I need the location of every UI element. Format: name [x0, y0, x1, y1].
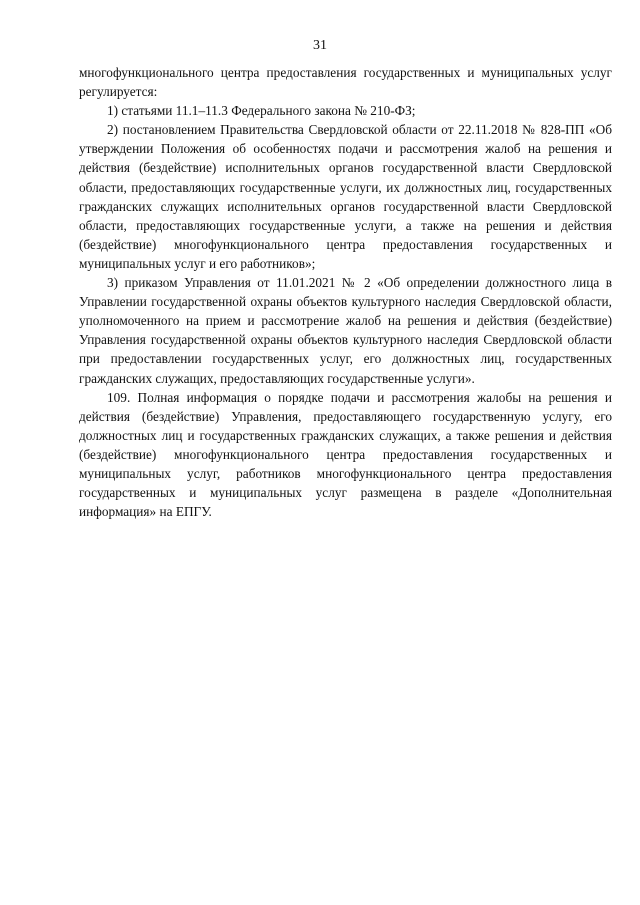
document-body	[79, 63, 612, 521]
paragraph-item-2: 2) постановлением Правительства Свердловской области от 22.11.2018 № 828-ПП «Об утверждении Положения об особенностях подачи и рассмотрения жалоб на решения и действия (бездействие) исполнительных органов государственной власти Свердловской области, предоставляющих государственные услуги, их должностных лиц, государственных гражданских служащих исполнительных органов государственной власти Свердловской области, предоставляющих государственные услуги, а также на решения и действия (бездействие) многофункционального центра предоставления государственных и муниципальных услуг и его работников»;	[79, 122, 612, 271]
paragraph-item-1: 1) статьями 11.1–11.3 Федерального закона № 210-ФЗ;	[107, 103, 416, 119]
paragraph-item-3: 3) приказом Управления от 11.01.2021 № 2 «Об определении должностного лица в Управлении государственной охраны объектов культурного наследия Свердловской области, уполномоченного на прием и рассмотрение жалоб на решения и действия (бездействие) Управления государственной охраны объектов культурного наследия Свердловской области при предоставлении государственных услуг, его должностных лиц, государственных гражданских служащих, предоставляющих государственные услуги».	[79, 275, 612, 386]
paragraph-continuation: многофункционального центра предоставления государственных и муниципальных услуг регулируется:	[79, 65, 612, 100]
paragraph-109: 109. Полная информация о порядке подачи и рассмотрения жалобы на решения и действия (бездействие) Управления, предоставляющего государственную услугу, его должностных лиц и государственных гражданских служащих, а также решения и действия (бездействие) многофункционального центра предоставления государственных и муниципальных услуг, работников многофункционального центра предоставления государственных и муниципальных услуг размещена в разделе «Дополнительная информация» на ЕПГУ.	[79, 389, 612, 520]
page-number: 31	[313, 38, 327, 53]
